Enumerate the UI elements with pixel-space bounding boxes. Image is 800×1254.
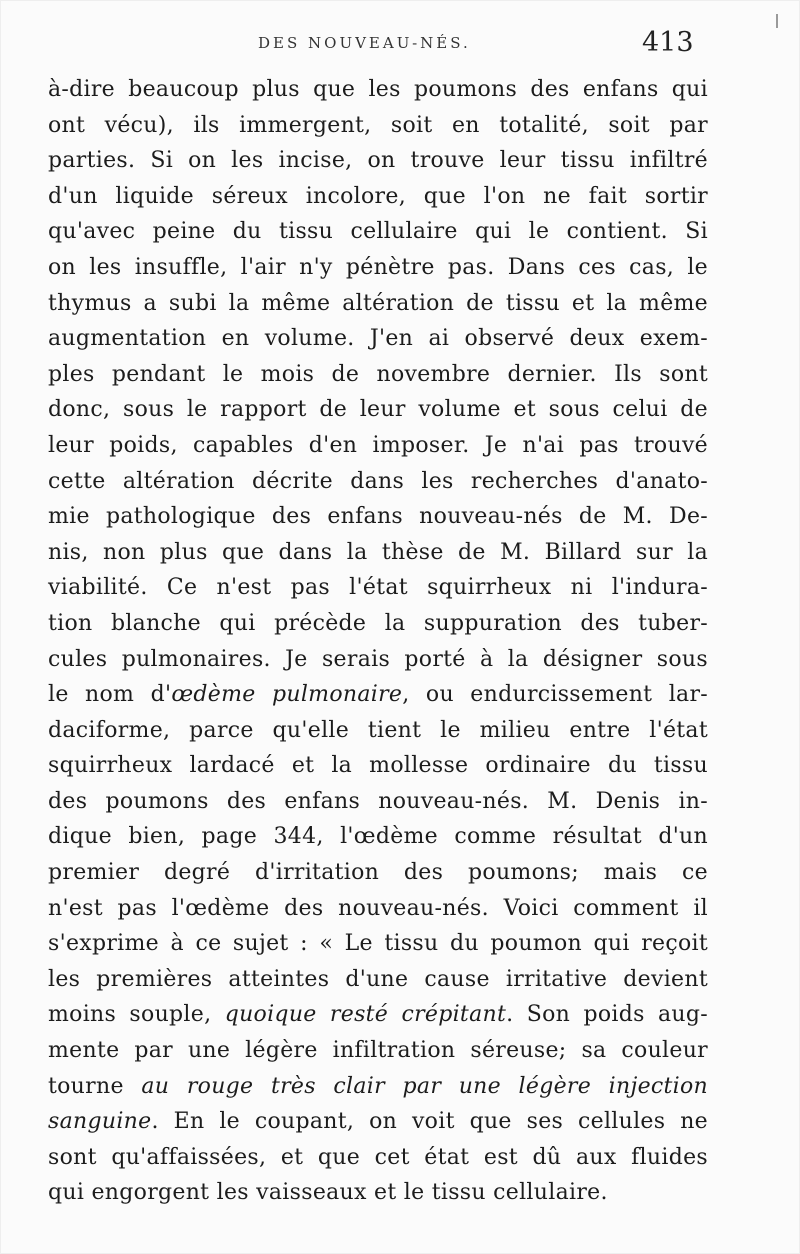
page-number: 413 (642, 27, 694, 58)
text-line: mie pathologique des enfans nouveau-nés de M. De- (48, 504, 708, 530)
text-line (48, 1069, 708, 1105)
text-line (48, 1104, 708, 1140)
text-line: augmentation en volume. J'en ai observé deux exem- (48, 326, 708, 352)
text-line: cules pulmonaires. Je serais porté à la désigner sous (48, 646, 708, 672)
text-line: mente par une légère infiltration séreuse; sa couleur (48, 1038, 708, 1064)
text-line: premier degré d'irritation des poumons; mais ce (48, 860, 708, 886)
text-segment: . En le coupant, on voit que ses cellules ne (151, 1109, 708, 1135)
text-line: les premières atteintes d'une cause irritative devient (48, 966, 708, 992)
italic-quote: quoique resté crépitant (224, 1002, 507, 1028)
text-line: qu'avec peine du tissu cellulaire qui le contient. Si (48, 219, 708, 245)
text-segment: , ou endurcissement lar- (402, 682, 708, 708)
text-segment: moins souple, (48, 1002, 225, 1028)
text-line (48, 997, 708, 1033)
text-line: dique bien, page 344, l'œdème comme résultat d'un (48, 824, 708, 850)
italic-quote: sanguine (48, 1109, 152, 1135)
text-line: daciforme, parce qu'elle tient le milieu entre l'état (48, 717, 708, 743)
italic-term: œdème pulmonaire (171, 682, 403, 708)
margin-mark (776, 14, 778, 28)
text-line: leur poids, capables d'en imposer. Je n'ai pas trouvé (48, 432, 708, 458)
text-segment: le nom d' (48, 682, 172, 708)
text-line: sont qu'affaissées, et que cet état est dû aux fluides (48, 1144, 708, 1170)
body-text (48, 72, 708, 1211)
text-line: n'est pas l'œdème des nouveau-nés. Voici comment il (48, 895, 708, 921)
text-line: tion blanche qui précède la suppuration des tuber- (48, 610, 708, 636)
italic-quote: au rouge très clair par une légère injection (141, 1073, 708, 1099)
text-line: ples pendant le mois de novembre dernier. Ils sont (48, 361, 708, 387)
text-segment: . Son poids aug- (506, 1002, 709, 1028)
text-line: ont vécu), ils immergent, soit en totalité, soit par (48, 112, 708, 138)
text-line: d'un liquide séreux incolore, que l'on ne fait sortir (48, 183, 708, 209)
text-segment: tourne (48, 1073, 142, 1099)
text-line: thymus a subi la même altération de tissu et la même (48, 290, 708, 316)
text-line: squirrheux lardacé et la mollesse ordinaire du tissu (48, 753, 708, 779)
text-line: nis, non plus que dans la thèse de M. Billard sur la (48, 539, 708, 565)
text-line: cette altération décrite dans les recherches d'anato- (48, 468, 708, 494)
text-line: viabilité. Ce n'est pas l'état squirrheux ni l'indura- (48, 575, 708, 601)
text-line: s'exprime à ce sujet : « Le tissu du poumon qui reçoit (48, 931, 708, 957)
text-line: des poumons des enfans nouveau-nés. M. Denis in- (48, 788, 708, 814)
running-head: DES NOUVEAU-NÉS. (258, 34, 471, 52)
text-line: parties. Si on les incise, on trouve leur tissu infiltré (48, 148, 708, 174)
text-line: donc, sous le rapport de leur volume et sous celui de (48, 397, 708, 423)
text-line: on les insuffle, l'air n'y pénètre pas. Dans ces cas, le (48, 254, 708, 280)
text-line (48, 677, 708, 713)
page-header (0, 27, 800, 70)
text-line: qui engorgent les vaisseaux et le tissu cellulaire. (48, 1180, 608, 1206)
text-line: à-dire beaucoup plus que les poumons des enfans qui (48, 77, 708, 102)
